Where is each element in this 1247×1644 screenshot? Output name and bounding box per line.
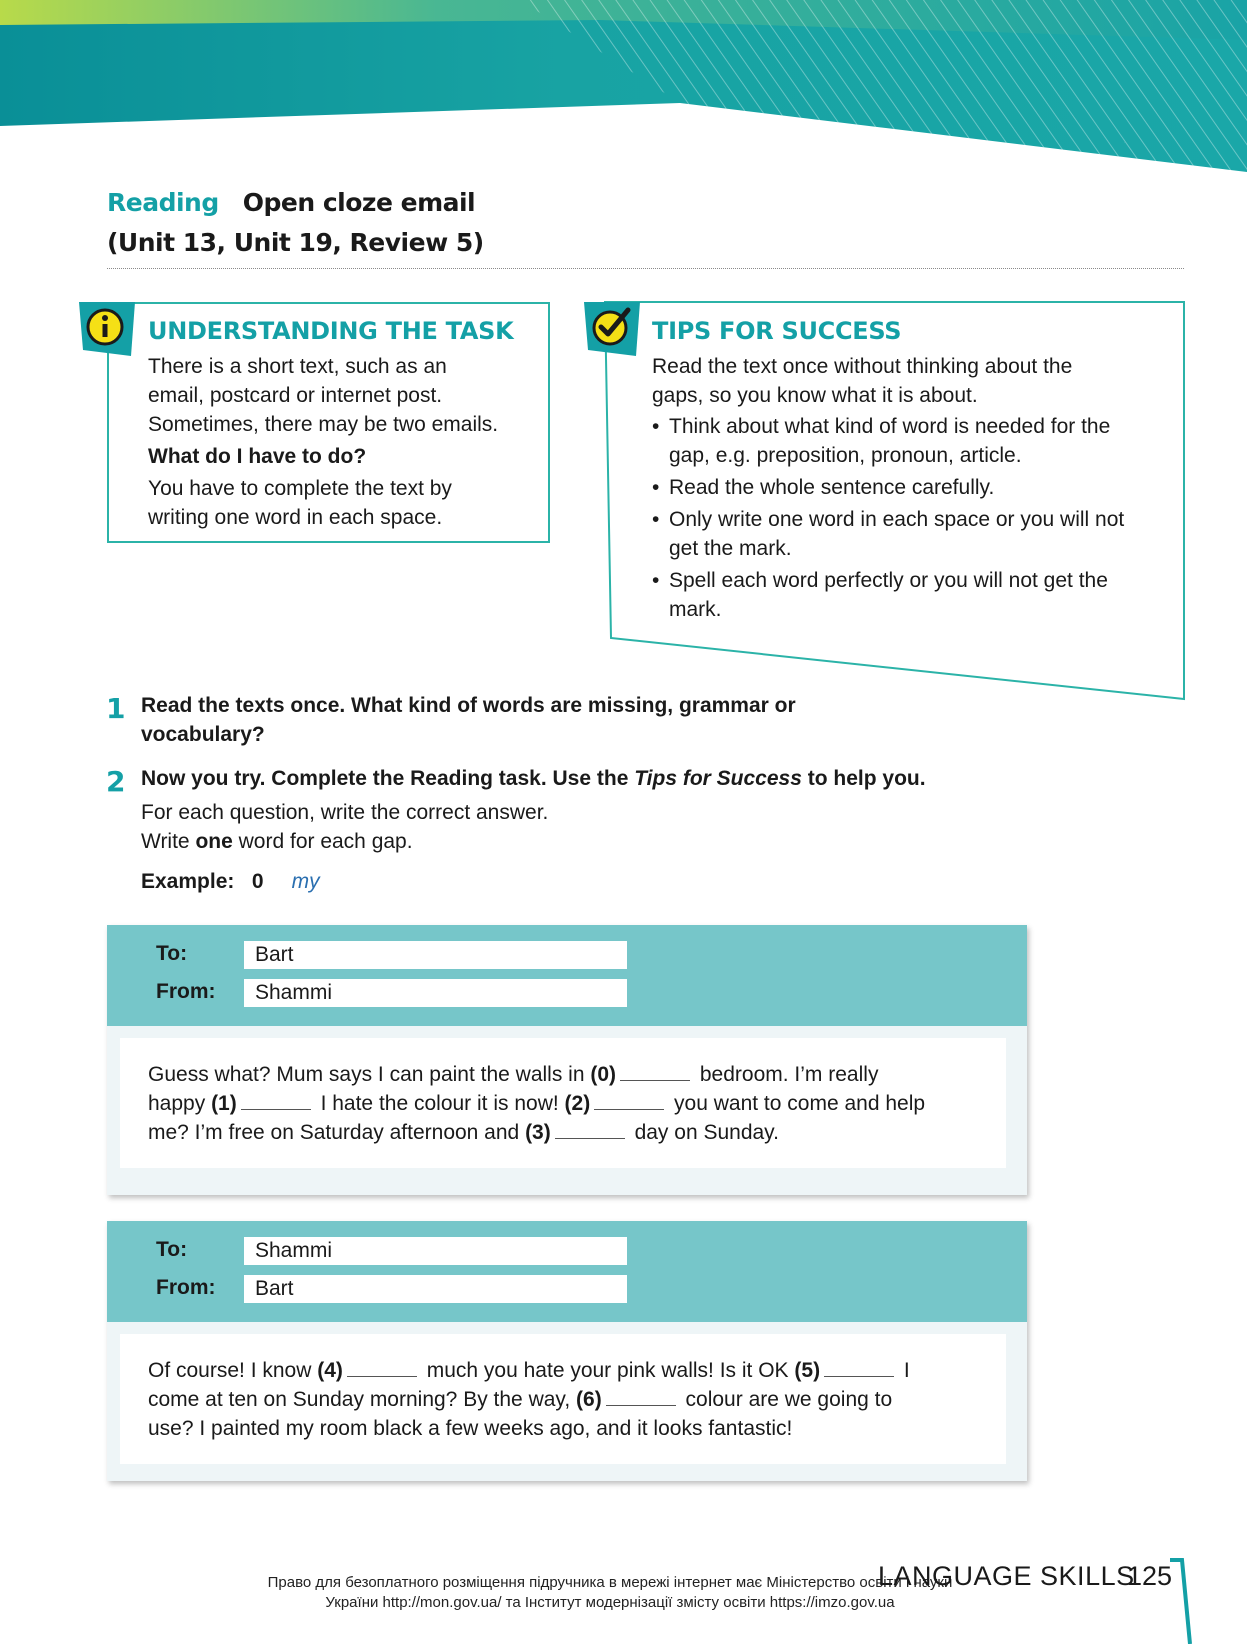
task-box-title: UNDERSTANDING THE TASK [148,317,514,345]
answer-gap[interactable] [594,1091,664,1110]
section-title: Open cloze email [242,188,476,217]
email-text: you want to come and help [668,1092,926,1115]
email-2 [107,1221,1027,1481]
answer-gap[interactable] [555,1120,625,1139]
info-icon [79,302,135,358]
tips-intro-line: gaps, so you know what it is about. [652,384,978,407]
gap-number: (1) [211,1092,237,1115]
email-text: Of course! I know [148,1359,318,1382]
email-text: I [898,1359,910,1382]
answer-gap[interactable] [620,1062,690,1081]
to-field: Bart [244,941,627,969]
to-label: To: [156,1238,188,1261]
gap-number: (5) [794,1359,821,1382]
header-banner [0,0,1247,175]
email-body [120,1038,1006,1168]
from-label: From: [156,980,216,1003]
gap-number: (0) [590,1063,617,1086]
question-number: 2 [106,765,126,798]
tips-box-title: TIPS FOR SUCCESS [652,317,902,345]
gap-number: (3) [525,1121,551,1144]
section-label: Reading [107,188,219,217]
email-text: colour are we going to [679,1388,893,1411]
email-text: use? I painted my room black a few weeks ago, and it looks fantastic! [148,1417,793,1440]
tips-list-item: • Think about what kind of word is needed for the gap, e.g. preposition, pronoun, article. [652,412,1172,470]
tips-list-item: • Spell each word perfectly or you will not get the mark. [652,566,1172,624]
question-number: 1 [106,692,126,725]
gap-number: (6) [576,1388,602,1411]
to-label: To: [156,942,188,965]
page-number: 125 [1127,1561,1173,1591]
gap-number: (4) [317,1359,343,1382]
tips-list-item: • Read the whole sentence carefully. [652,473,1172,502]
tips-box-body [652,352,1172,627]
task-text-line: email, postcard or internet post. [148,384,443,407]
email-text: much you hate your pink walls! Is it OK [420,1359,795,1382]
email-header [107,925,1027,1026]
question-2-text: Now you try. Complete the Reading task. Use the Tips for Success to help you. [141,767,926,790]
tips-list-item: • Only write one word in each space or you will not get the mark. [652,505,1172,563]
task-answer-line: You have to complete the text by [148,477,452,500]
tips-list [652,412,1172,624]
footer-section: LANGUAGE SKILLS [878,1561,1135,1591]
question-1-text: Read the texts once. What kind of words are missing, grammar or vocabulary? [141,694,796,746]
task-answer-line: writing one word in each space. [148,506,443,529]
email-1 [107,925,1027,1195]
email-text: bedroom. I’m really [694,1063,879,1086]
task-question: What do I have to do? [148,445,367,468]
example-answer: my [291,870,320,893]
task-box-body [148,352,538,532]
gap-number: (2) [564,1092,591,1115]
from-label: From: [156,1276,216,1299]
email-text: I hate the colour it is now! [314,1092,565,1115]
from-field: Shammi [244,979,627,1007]
check-icon [584,302,640,358]
example-line: Example: 0 my [141,870,320,893]
copyright-note: Право для безоплатного розміщення підручника в мережі інтернет має Міністерство освіти і науки України http://mon.gov.ua/ та Інститут модернізації змісту освіти https://imzo.gov.ua [267,1574,953,1611]
email-header [107,1221,1027,1322]
tips-intro-line: Read the text once without thinking about the [652,355,1073,378]
email-text: day on Sunday. [628,1121,779,1144]
task-text-line: There is a short text, such as an [148,355,447,378]
task-text-line: Sometimes, there may be two emails. [148,413,499,436]
answer-gap[interactable] [606,1387,676,1406]
instruction-1: For each question, write the correct answer. [141,801,549,824]
answer-gap[interactable] [824,1358,894,1377]
email-text: me? I’m free on Saturday afternoon and [148,1121,526,1144]
instruction-2: Write one word for each gap. [141,830,413,853]
email-text: Guess what? Mum says I can paint the walls in [148,1063,591,1086]
from-field: Bart [244,1275,627,1303]
divider [107,268,1184,269]
email-text: happy [148,1092,212,1115]
answer-gap[interactable] [347,1358,417,1377]
section-heading [107,183,484,263]
page-corner-accent [1170,1558,1200,1644]
to-field: Shammi [244,1237,627,1265]
section-units: (Unit 13, Unit 19, Review 5) [107,228,484,257]
email-body [120,1334,1006,1464]
email-text: come at ten on Sunday morning? By the way, [148,1388,577,1411]
answer-gap[interactable] [241,1091,311,1110]
